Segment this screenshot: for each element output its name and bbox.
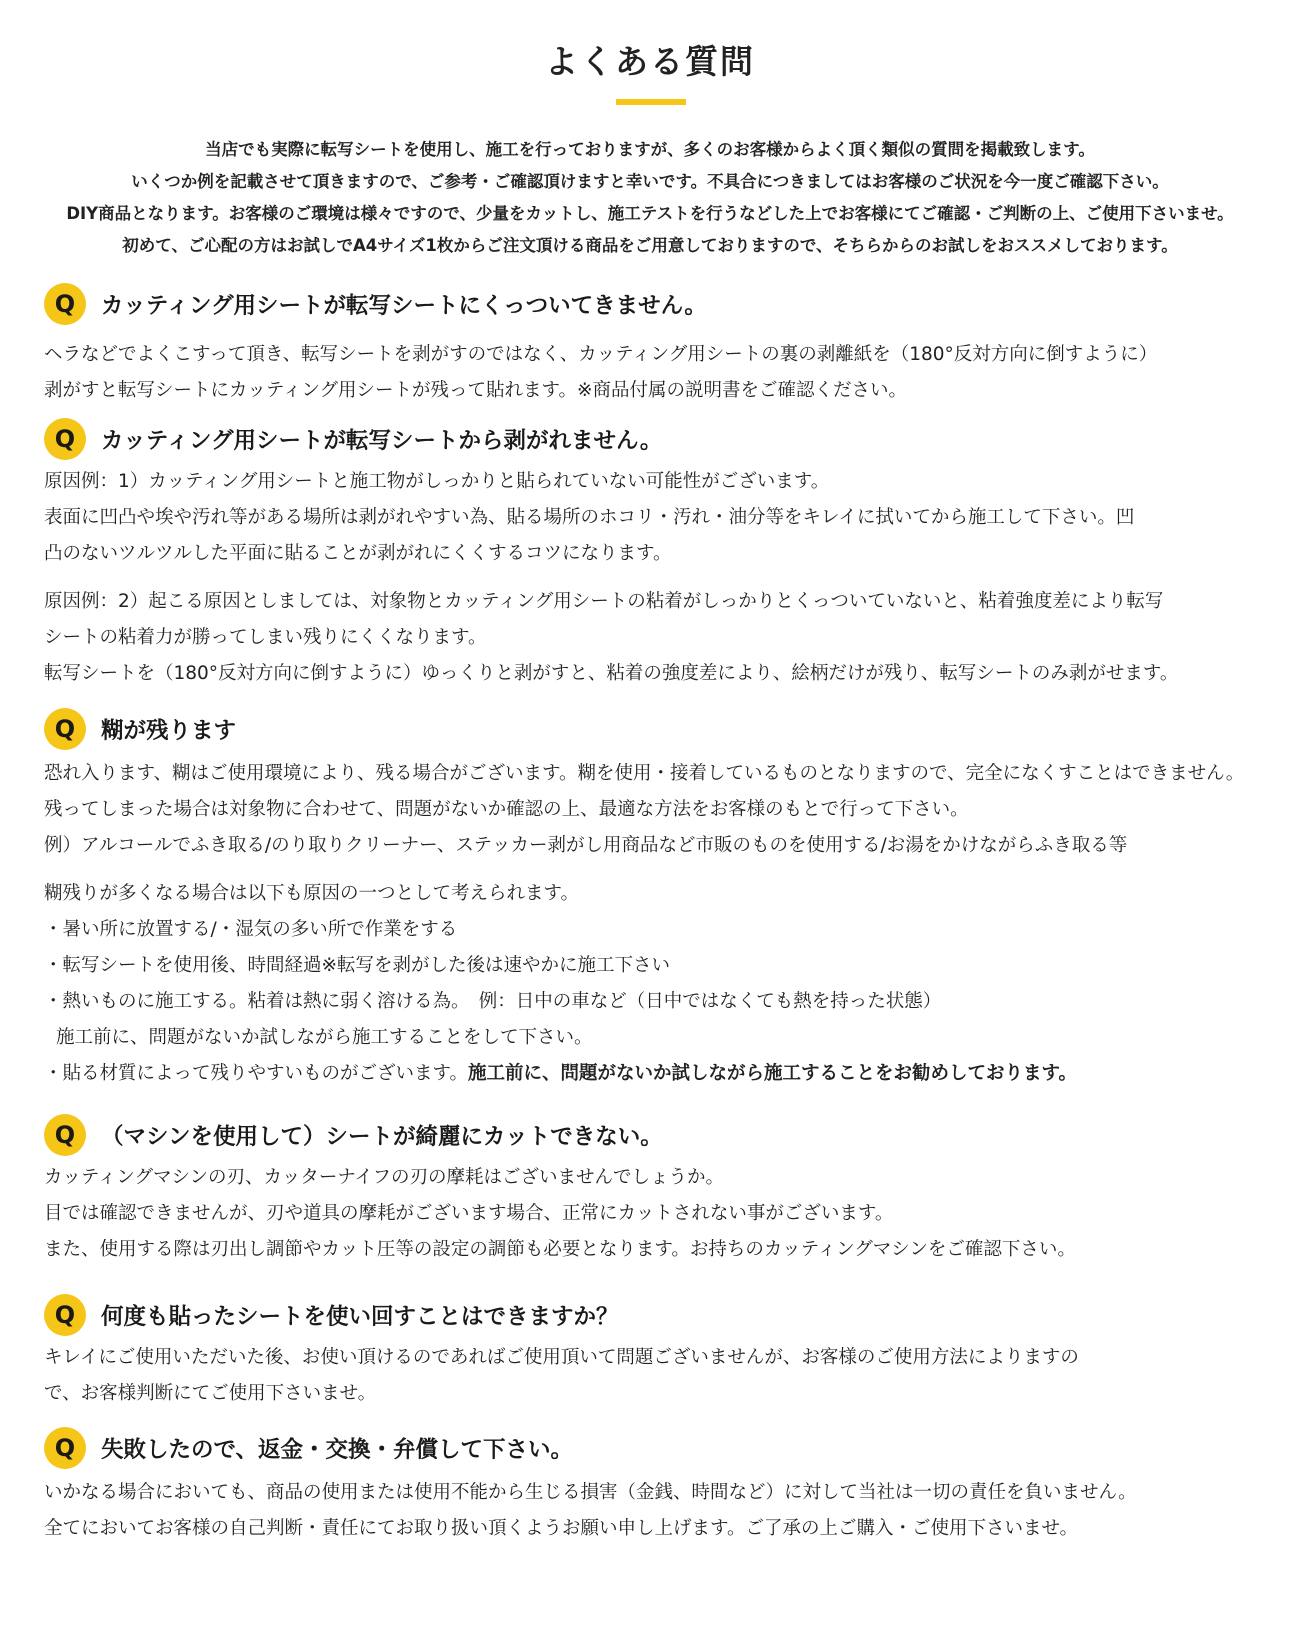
answer-line: ・暑い所に放置する/・湿気の多い所で作業をする bbox=[44, 919, 458, 940]
faq-item-3 bbox=[44, 706, 1274, 1092]
faq-header bbox=[44, 1425, 1274, 1471]
q-badge-icon: Q bbox=[44, 1114, 86, 1156]
answer-line-mixed bbox=[44, 1056, 1274, 1092]
faq-question: カッティング用シートが転写シートから剥がれません。 bbox=[101, 428, 663, 454]
answer-line: 原因例：2）起こる原因としましては、対象物とカッティング用シートの粘着がしっかりとくっついていないと、粘着強度差により転写 bbox=[44, 591, 1164, 612]
intro-text bbox=[0, 134, 1300, 262]
faq-question: カッティング用シートが転写シートにくっついてきません。 bbox=[101, 293, 707, 319]
answer-line: カッティングマシンの刃、カッターナイフの刃の摩耗はございませんでしょうか。 bbox=[44, 1167, 724, 1188]
faq-answer bbox=[44, 464, 1274, 692]
faq-question: 何度も貼ったシートを使い回すことはできますか？ bbox=[101, 1304, 619, 1330]
answer-line: キレイにご使用いただいた後、お使い頂けるのであればご使用頂いて問題ございませんが、お客様のご使用方法によりますの bbox=[44, 1347, 1079, 1368]
faq-answer bbox=[44, 1340, 1274, 1412]
answer-line: 残ってしまった場合は対象物に合わせて、問題がないか確認の上、最適な方法をお客様のもとで行って下さい。 bbox=[44, 799, 969, 820]
faq-header bbox=[44, 1292, 1274, 1338]
q-badge-icon: Q bbox=[44, 418, 86, 460]
answer-line: 凸のないツルツルした平面に貼ることが剥がれにくくするコツになります。 bbox=[44, 543, 672, 564]
answer-line: 施工前に、問題がないか試しながら施工することをして下さい。 bbox=[56, 1027, 593, 1048]
faq-question: 失敗したので、返金・交換・弁償して下さい。 bbox=[101, 1437, 574, 1463]
q-badge-icon: Q bbox=[44, 708, 86, 750]
faq-item-5 bbox=[44, 1292, 1274, 1412]
answer-line: 全てにおいてお客様の自己判断・責任にてお取り扱い頂くようお願い申し上げます。ご了承の上ご購入・ご使用下さいませ。 bbox=[44, 1518, 1078, 1539]
answer-text: ・貼る材質によって残りやすいものがございます。 bbox=[44, 1063, 469, 1084]
answer-line: 表面に凹凸や埃や汚れ等がある場所は剥がれやすい為、貼る場所のホコリ・汚れ・油分等をキレイに拭いてから施工して下さい。凹 bbox=[44, 507, 1135, 528]
faq-header bbox=[44, 281, 1274, 327]
faq-header bbox=[44, 416, 1274, 462]
intro-line: いくつか例を記載させて頂きますので、ご参考・ご確認頂けますと幸いです。不具合につきましてはお客様のご状況を今一度ご確認下さい。 bbox=[131, 172, 1169, 191]
q-badge-icon: Q bbox=[44, 1427, 86, 1469]
answer-line: 剥がすと転写シートにカッティング用シートが残って貼れます。※商品付属の説明書をご確認ください。 bbox=[44, 380, 907, 401]
answer-line: いかなる場合においても、商品の使用または使用不能から生じる損害（金銭、時間など）に対して当社は一切の責任を負いません。 bbox=[44, 1482, 1137, 1503]
faq-item-6 bbox=[44, 1425, 1274, 1547]
answer-line: で、お客様判断にてご使用下さいませ。 bbox=[44, 1383, 377, 1404]
answer-line: 糊残りが多くなる場合は以下も原因の一つとして考えられます。 bbox=[44, 883, 580, 904]
answer-line: 例）アルコールでふき取る/のり取りクリーナー、ステッカー剥がし用商品など市販のものを使用する/お湯をかけながらふき取る等 bbox=[44, 835, 1128, 856]
faq-answer bbox=[44, 756, 1274, 1092]
answer-line: シートの粘着力が勝ってしまい残りにくくなります。 bbox=[44, 627, 487, 648]
title-underline bbox=[616, 99, 686, 105]
answer-line: 原因例：1）カッティング用シートと施工物がしっかりと貼られていない可能性がございます。 bbox=[44, 471, 830, 492]
faq-header bbox=[44, 706, 1274, 752]
faq-item-4 bbox=[44, 1112, 1274, 1268]
answer-line: ヘラなどでよくこすって頂き、転写シートを剥がすのではなく、カッティング用シートの裏の剥離紙を（180°反対方向に倒すように） bbox=[44, 344, 1158, 365]
answer-line: また、使用する際は刃出し調節やカット圧等の設定の調節も必要となります。お持ちのカッティングマシンをご確認下さい。 bbox=[44, 1239, 1076, 1260]
answer-line: ・転写シートを使用後、時間経過※転写を剥がした後は速やかに施工下さい bbox=[44, 955, 671, 976]
faq-item-1 bbox=[44, 281, 1274, 409]
answer-emphasis: 施工前に、問題がないか試しながら施工することをお勧めしております。 bbox=[468, 1063, 1078, 1084]
faq-item-2 bbox=[44, 416, 1274, 692]
faq-answer bbox=[44, 1475, 1274, 1547]
answer-line: 目では確認できませんが、刃や道具の摩耗がございます場合、正常にカットされない事がございます。 bbox=[44, 1203, 894, 1224]
faq-answer bbox=[44, 1160, 1274, 1268]
faq-question: （マシンを使用して）シートが綺麗にカットできない。 bbox=[101, 1124, 663, 1150]
answer-line: ・熱いものに施工する。粘着は熱に弱く溶ける為。 例：日中の車など（日中ではなくても熱を持った状態） bbox=[44, 991, 942, 1012]
faq-header bbox=[44, 1112, 1274, 1158]
intro-line: 初めて、ご心配の方はお試しでA4サイズ1枚からご注文頂ける商品をご用意しておりますので、そちらからのお試しをおススメしております。 bbox=[122, 236, 1178, 255]
q-badge-icon: Q bbox=[44, 1294, 86, 1336]
answer-line: 恐れ入ります、糊はご使用環境により、残る場合がございます。糊を使用・接着しているものとなりますので、完全になくすことはできません。 bbox=[44, 763, 1245, 784]
q-badge-icon: Q bbox=[44, 283, 86, 325]
answer-line: 転写シートを（180°反対方向に倒すように）ゆっくりと剥がすと、粘着の強度差により、絵柄だけが残り、転写シートのみ剥がせます。 bbox=[44, 663, 1179, 684]
faq-question: 糊が残ります bbox=[101, 718, 237, 744]
page-title: よくある質問 bbox=[545, 42, 755, 81]
intro-line: 当店でも実際に転写シートを使用し、施工を行っておりますが、多くのお客様からよく頂く類似の質問を掲載致します。 bbox=[205, 140, 1095, 159]
intro-line: DIY商品となります。お客様のご環境は様々ですので、少量をカットし、施工テストを行うなどした上でお客様にてご確認・ご判断の上、ご使用下さいませ。 bbox=[66, 204, 1234, 223]
faq-answer bbox=[44, 337, 1274, 409]
